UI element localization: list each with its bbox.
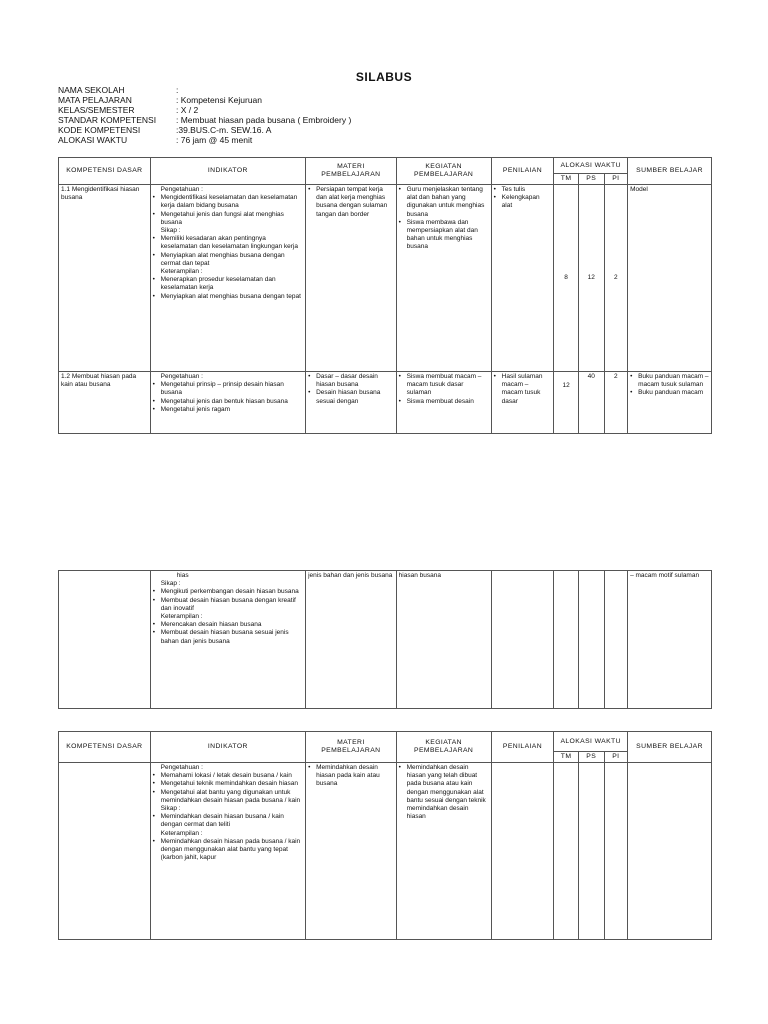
table-row: [59, 571, 712, 709]
meta-key: KODE KOMPETENSI: [58, 125, 141, 135]
list-item: • Memahami lokasi / letak desain busana / kain: [153, 772, 303, 780]
list-item: Sikap :: [160, 805, 181, 813]
penilaian-cell: [491, 372, 554, 434]
table-row: [59, 372, 712, 434]
sumber-cell: – macam motif sulaman: [628, 571, 712, 709]
list-item: • Memiliki kesadaran akan pentingnya keselamatan dan keselamatan lingkungan kerja: [153, 235, 303, 251]
list-item: • Tes tulis: [494, 186, 552, 194]
header-indikator: INDIKATOR: [150, 732, 305, 763]
meta-key: MATA PELAJARAN: [58, 95, 132, 105]
sumber-cell: [628, 763, 712, 940]
pi-cell: 2: [604, 372, 628, 434]
list-item: • Mengetahui jenis dan bentuk hiasan busana: [153, 398, 303, 406]
list-item: Pengetahuan :: [160, 764, 203, 771]
pi-cell: [604, 763, 628, 940]
list-item: • Buku panduan macam: [630, 389, 709, 397]
materi-cell: [306, 372, 397, 434]
meta-value: :39.BUS.C-m. SEW.16. A: [176, 125, 272, 135]
ps-cell: [578, 763, 604, 940]
header-kompetensi-dasar: KOMPETENSI DASAR: [59, 732, 151, 763]
tm-cell: [554, 571, 579, 709]
list-item: • Mengetahui jenis ragam: [153, 406, 303, 414]
header-materi: MATERI PEMBELAJARAN: [306, 732, 397, 763]
header-penilaian: PENILAIAN: [491, 732, 554, 763]
syllabus-table-1: [58, 157, 712, 434]
ps-cell: 12: [578, 185, 604, 372]
meta-row: [58, 135, 351, 145]
header-ps: PS: [578, 752, 604, 763]
sumber-cell: Model: [628, 185, 712, 372]
header-tm: TM: [554, 752, 579, 763]
meta-key: KELAS/SEMESTER: [58, 105, 135, 115]
header-indikator: INDIKATOR: [150, 158, 305, 185]
list-item: • Memindahkan desain hiasan yang telah dibuat pada busana atau kain dengan menggunakan alat bantu sesuai dengan teknik memindahkan desain hiasan: [399, 764, 489, 821]
list-item: • Buku panduan macam – macam tusuk sulaman: [630, 373, 709, 389]
table-row: [59, 763, 712, 940]
indikator-cell: [150, 372, 305, 434]
kd-cell: 1.1 Mengidentifikasi hiasan busana: [59, 185, 151, 372]
header-kegiatan: KEGIATAN PEMBELAJARAN: [396, 158, 491, 185]
materi-cell: jenis bahan dan jenis busana: [306, 571, 397, 709]
meta-key: NAMA SEKOLAH: [58, 85, 125, 95]
list-item: Keterampilan :: [160, 613, 203, 621]
list-item: • Kelengkapan alat: [494, 194, 552, 210]
materi-cell: [306, 185, 397, 372]
header-penilaian: PENILAIAN: [491, 158, 554, 185]
kegiatan-cell: [396, 185, 491, 372]
page-title: SILABUS: [355, 70, 413, 84]
list-item: • Memindahkan desain hiasan pada busana / kain dengan menggunakan alat bantu yang tepat (karbon jahit, kapur: [153, 838, 303, 863]
sumber-cell: [628, 372, 712, 434]
header-sumber-belajar: SUMBER BELAJAR: [628, 732, 712, 763]
header-materi: MATERI PEMBELAJARAN: [306, 158, 397, 185]
header-ps: PS: [578, 174, 604, 185]
list-item: • Membuat desain hiasan busana dengan kreatif dan inovatif: [153, 597, 303, 613]
meta-value: : X / 2: [176, 105, 199, 115]
tm-cell: [554, 763, 579, 940]
kd-cell: [59, 763, 151, 940]
indikator-cell: [150, 763, 305, 940]
header-tm: TM: [554, 174, 579, 185]
list-item: • Desain hiasan busana sesuai dengan: [308, 389, 394, 405]
meta-value: : 76 jam @ 45 menit: [176, 135, 253, 145]
indikator-cell: [150, 571, 305, 709]
list-item: • Merencakan desain hiasan busana: [153, 621, 303, 629]
meta-value: : Kompetensi Kejuruan: [176, 95, 262, 105]
kegiatan-cell: hiasan busana: [396, 571, 491, 709]
list-item: Pengetahuan :: [160, 186, 203, 193]
meta-value: :: [176, 85, 179, 95]
meta-key: ALOKASI WAKTU: [58, 135, 128, 145]
meta-row: [58, 95, 351, 105]
list-item: • Mengetahui alat bantu yang digunakan untuk memindahkan desain hiasan pada busana / kain: [153, 789, 303, 805]
list-item: • Siswa membawa dan mempersiapkan alat dan bahan untuk menghias busana: [399, 219, 489, 252]
list-item: • Siswa membuat desain: [399, 398, 489, 406]
meta-row: [58, 115, 351, 125]
penilaian-cell: [491, 763, 554, 940]
kegiatan-cell: [396, 763, 491, 940]
syllabus-meta: [58, 85, 351, 145]
meta-row: [58, 85, 351, 95]
meta-value: : Membuat hiasan pada busana ( Embroidery ): [176, 115, 352, 125]
penilaian-cell: [491, 571, 554, 709]
list-item: • Menerapkan prosedur keselamatan dan keselamatan kerja: [153, 276, 303, 292]
list-item: Sikap :: [160, 227, 181, 235]
header-sumber-belajar: SUMBER BELAJAR: [628, 158, 712, 185]
meta-row: [58, 125, 351, 135]
materi-cell: [306, 763, 397, 940]
header-pi: PI: [604, 752, 628, 763]
list-item: Sikap :: [160, 580, 181, 588]
kd-cell: 1.2 Membuat hiasan pada kain atau busana: [59, 372, 151, 434]
list-item: • Guru menjelaskan tentang alat dan bahan yang digunakan untuk menghias busana: [399, 186, 489, 219]
list-item: • Mengetahui jenis dan fungsi alat menghias busana: [153, 211, 303, 227]
penilaian-cell: [491, 185, 554, 372]
list-item: • Siswa membuat macam – macam tusuk dasar sulaman: [399, 373, 489, 398]
meta-key: STANDAR KOMPETENSI: [58, 115, 157, 125]
pi-cell: [604, 571, 627, 709]
list-item: • Membuat desain hiasan busana sesuai jenis bahan dan jenis busana: [153, 629, 303, 645]
header-alokasi-waktu: ALOKASI WAKTU: [554, 732, 628, 752]
syllabus-table-3: [58, 731, 712, 940]
list-item: • Mengetahui teknik memindahkan desain hiasan: [153, 780, 303, 788]
list-item: Keterampilan :: [160, 829, 203, 837]
list-item: • Mengidentifikasi keselamatan dan keselamatan kerja dalam bidang busana: [153, 194, 303, 210]
header-kegiatan: KEGIATAN PEMBELAJARAN: [396, 732, 491, 763]
header-kompetensi-dasar: KOMPETENSI DASAR: [59, 158, 151, 185]
list-item: • Mengikuti perkembangan desain hiasan busana: [153, 588, 303, 596]
list-item: • Memindahkan desain hiasan pada kain atau busana: [308, 764, 394, 789]
list-item: Keterampilan :: [160, 268, 203, 276]
list-item: • Mengetahui prinsip – prinsip desain hiasan busana: [153, 381, 303, 397]
list-item: • Persiapan tempat kerja dan alat kerja menghias busana dengan sulaman tangan dan border: [308, 186, 394, 219]
list-item: • Menyiapkan alat menghias busana dengan cermat dan tepat: [153, 252, 303, 268]
ps-cell: [578, 571, 604, 709]
list-item: • Hasil sulaman macam – macam tusuk dasar: [494, 373, 552, 406]
list-item: Pengetahuan :: [160, 373, 203, 380]
syllabus-table-2: [58, 570, 712, 709]
tm-cell: 12: [554, 372, 579, 434]
header-alokasi-waktu: ALOKASI WAKTU: [554, 158, 628, 174]
list-item: • Memindahkan desain hiasan busana / kain dengan cermat dan teliti: [153, 813, 303, 829]
header-pi: PI: [604, 174, 628, 185]
kegiatan-cell: [396, 372, 491, 434]
tm-cell: 8: [554, 185, 579, 372]
pi-cell: 2: [604, 185, 628, 372]
list-item: • Dasar – dasar desain hiasan busana: [308, 373, 394, 389]
list-item: • Menyiapkan alat menghias busana dengan tepat: [153, 293, 303, 301]
table-row: [59, 185, 712, 372]
ps-cell: 40: [578, 372, 604, 434]
kd-cell: [59, 571, 151, 709]
indikator-cell: [150, 185, 305, 372]
list-item: hias: [176, 572, 189, 579]
meta-row: [58, 105, 351, 115]
